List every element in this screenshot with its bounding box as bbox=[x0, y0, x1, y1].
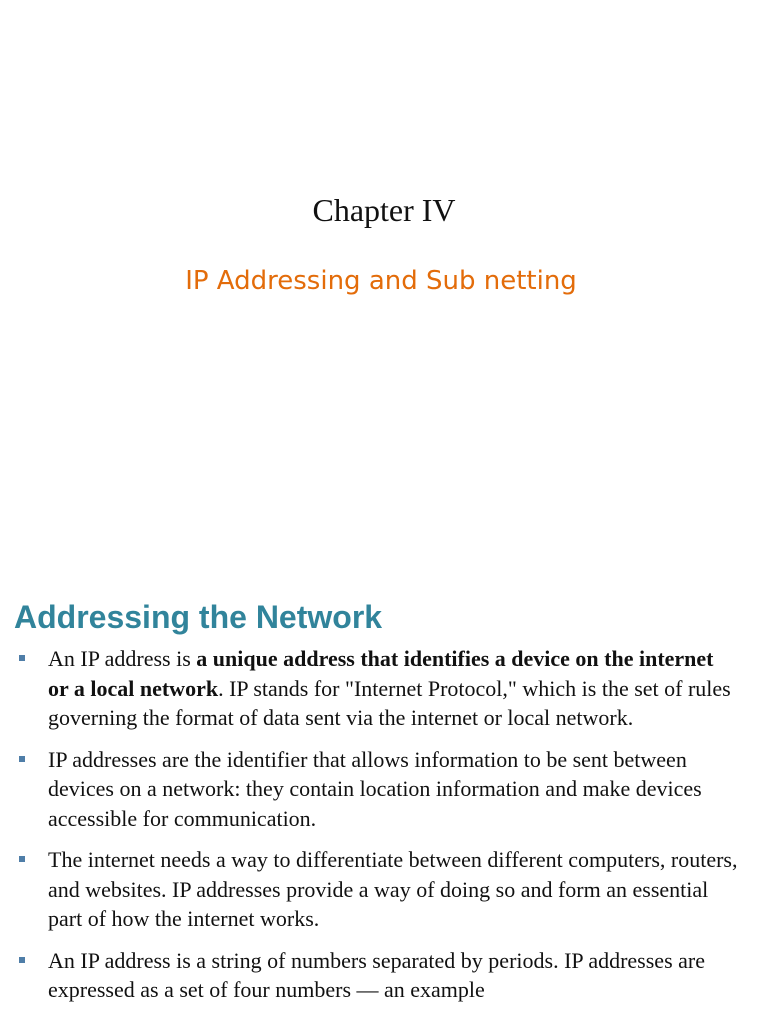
bullet-text bbox=[48, 646, 731, 730]
square-bullet-icon bbox=[19, 957, 25, 963]
bullet-item bbox=[0, 745, 768, 834]
bullet-text-plain: An IP address is bbox=[48, 646, 197, 671]
bullet-text-plain: . IP stands for "Internet Protocol," which is the set of rules governing the format of data sent via the internet or local network. bbox=[48, 675, 731, 730]
section-heading: Addressing the Network bbox=[14, 599, 383, 635]
bullet-list bbox=[0, 644, 768, 1017]
square-bullet-icon bbox=[19, 856, 25, 862]
bullet-text: IP addresses are the identifier that allows information to be sent between devices on a network: they contain location information and make devices accessible for communication. bbox=[48, 746, 702, 831]
chapter-title: Chapter IV bbox=[312, 192, 456, 228]
bullet-item bbox=[0, 644, 768, 733]
bullet-text-bold: a unique address that identifies a device on the internet or a local network bbox=[48, 646, 714, 701]
bullet-item bbox=[0, 946, 768, 1005]
bullet-item bbox=[0, 845, 768, 934]
bullet-text: An IP address is a string of numbers separated by periods. IP addresses are expressed as a set of four numbers — an example bbox=[48, 947, 705, 1002]
bullet-text: The internet needs a way to differentiate between different computers, routers, and websites. IP addresses provide a way of doing so and form an essential part of how the internet works. bbox=[48, 847, 738, 931]
chapter-subtitle: IP Addressing and Sub netting bbox=[185, 266, 577, 296]
square-bullet-icon bbox=[19, 655, 25, 661]
square-bullet-icon bbox=[19, 756, 25, 762]
content-slide bbox=[0, 576, 768, 1024]
